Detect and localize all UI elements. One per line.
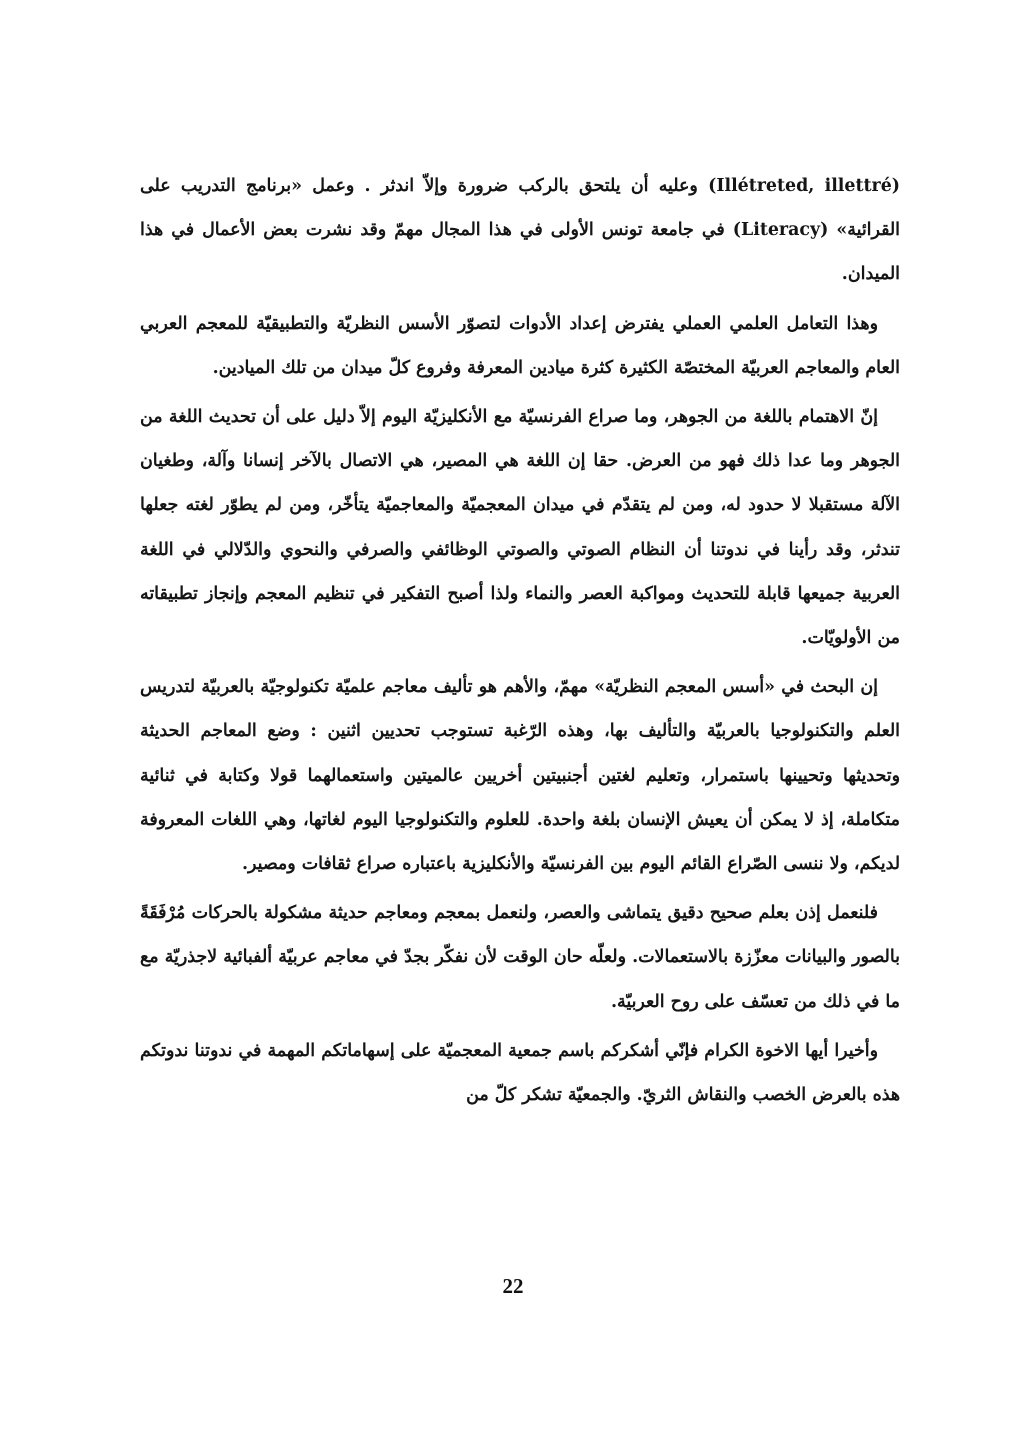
paragraph-modern-dictionaries: فلنعمل إذن بعلم صحيح دقيق يتماشى والعصر، ولنعمل بمعجم ومعاجم حديثة مشكولة بالحركات مُرْفَقَةً بالصور والبيانات معزّزة بالاستعمالات. ولعلّه حان الوقت لأن نفكّر بجدّ في معاجم عربيّة ألفبائية لاجذريّة مع ما في ذلك من تعسّف على روح العربيّة. [140, 903, 900, 1012]
paragraph-literacy-program: (Illétreted, illettré) وعليه أن يلتحق بالركب ضرورة وإلاّ اندثر . وعمل «برنامج التدريب على القرائية» (Literacy) في جامعة تونس الأولى في هذا المجال مهمّ وقد نشرت بعض الأعمال في هذا الميدان. [140, 176, 901, 285]
paragraph-closing-thanks: وأخيرا أيها الاخوة الكرام فإنّي أشكركم باسم جمعية المعجميّة على إسهاماتكم المهمة في ندوتنا ندوتكم هذه بالعرض الخصب والنقاش الثريّ. والجمعيّة تشكر كلّ من [140, 1040, 900, 1106]
page-body-text [140, 164, 900, 1122]
page-number: 22 [502, 1274, 524, 1298]
paragraph-theoretical-foundations: وهذا التعامل العلمي العملي يفترض إعداد الأدوات لتصوّر الأسس النظريّة والتطبيقيّة للمعجم العربي العام والمعاجم العربيّة المختصّة الكثيرة كثرة ميادين المعرفة وفروع كلّ ميدان من تلك الميادين. [140, 313, 900, 378]
paragraph-scientific-dictionaries: إن البحث في «أسس المعجم النظريّة» مهمّ، والأهم هو تأليف معاجم علميّة تكنولوجيّة بالعربيّة لتدريس العلم والتكنولوجيا بالعربيّة والتأليف بها، وهذه الرّغبة تستوجب تحديين اثنين : وضع المعاجم الحديثة وتحديثها وتحيينها باستمرار، وتعليم لغتين أجنبيتين أخريين عالميتين واستعمالهما قولا وكتابة في ثنائية متكاملة، إذ لا يمكن أن يعيش الإنسان بلغة واحدة. للعلوم والتكنولوجيا اليوم لغاتها، وهي اللغات المعروفة لديكم، ولا ننسى الصّراع القائم اليوم بين الفرنسيّة والأنكليزية باعتباره صراع ثقافات ومصير. [140, 677, 900, 875]
paragraph-language-modernization: إنّ الاهتمام باللغة من الجوهر، وما صراع الفرنسيّة مع الأنكليزيّة اليوم إلاّ دليل على أن تحديث اللغة من الجوهر وما عدا ذلك فهو من العرض. حقا إن اللغة هي المصير، هي الاتصال بالآخر إنسانا وآلة، وطغيان الآلة مستقبلا لا حدود له، ومن لم يتقدّم في ميدان المعجميّة والمعاجميّة يتأخّر، ومن لم يطوّر لغته جعلها تندثر، وقد رأينا في ندوتنا أن النظام الصوتي والصوتي الوظائفي والصرفي والنحوي والدّلالي في اللغة العربية جميعها قابلة للتحديث ومواكبة العصر والنماء ولذا أصبح التفكير في تنظيم المعجم وإنجاز تطبيقاته من الأولويّات. [140, 407, 900, 649]
